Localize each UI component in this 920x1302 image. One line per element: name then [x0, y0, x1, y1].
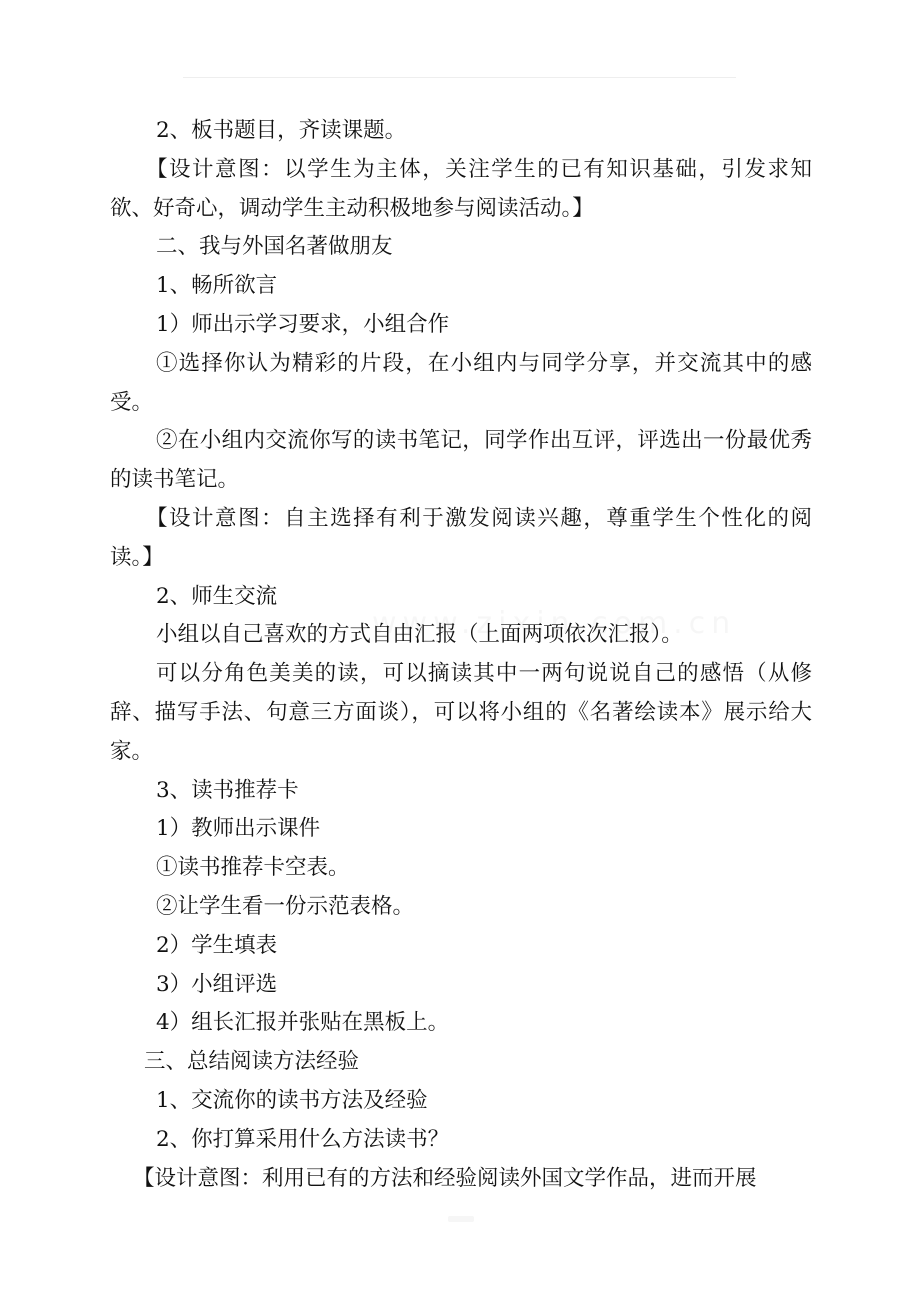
paragraph: ①选择你认为精彩的片段，在小组内与同学分享，并交流其中的感受。	[110, 350, 812, 415]
paragraph: 1、畅所欲言	[156, 273, 278, 299]
paragraph: 4）组长汇报并张贴在黑板上。	[156, 1010, 450, 1036]
paragraph: 小组以自己喜欢的方式自由汇报（上面两项依次汇报）。	[156, 622, 683, 648]
design-intent-paragraph: 【设计意图：利用已有的方法和经验阅读外国文学作品，进而开展	[133, 1165, 757, 1191]
paragraph: ①读书推荐卡空表。	[156, 855, 350, 881]
design-intent-paragraph: 【设计意图：以学生为主体，关注学生的已有知识基础，引发求知欲、好奇心，调动学生主动积极地参与阅读活动。】	[110, 156, 812, 221]
paragraph: 1）教师出示课件	[156, 816, 321, 842]
paragraph: 可以分角色美美的读，可以摘读其中一两句说说自己的感悟（从修辞、描写手法、句意三方面谈），可以将小组的《名著绘读本》展示给大家。	[110, 661, 812, 764]
paragraph: 2、你打算采用什么方法读书？	[156, 1126, 450, 1152]
page-number-mark	[448, 1216, 474, 1222]
paragraph: ②在小组内交流你写的读书笔记，同学作出互评，评选出一份最优秀的读书笔记。	[110, 428, 812, 493]
paragraph: ②让学生看一份示范表格。	[156, 893, 415, 919]
document-body	[110, 112, 812, 1198]
paragraph: 3）小组评选	[156, 971, 278, 997]
paragraph: 2、板书题目，齐读课题。	[156, 118, 407, 143]
section-heading: 三、总结阅读方法经验	[144, 1049, 360, 1075]
paragraph: 1、交流你的读书方法及经验	[156, 1087, 428, 1113]
paragraph: 2）学生填表	[156, 932, 278, 958]
design-intent-paragraph: 【设计意图：自主选择有利于激发阅读兴趣，尊重学生个性化的阅读。】	[110, 505, 812, 570]
paragraph: 2、师生交流	[156, 583, 278, 609]
section-heading: 二、我与外国名著做朋友	[156, 234, 393, 260]
paragraph: 3、读书推荐卡	[156, 777, 299, 803]
paragraph: 1）师出示学习要求，小组合作	[156, 311, 450, 337]
header-rule	[183, 77, 736, 78]
